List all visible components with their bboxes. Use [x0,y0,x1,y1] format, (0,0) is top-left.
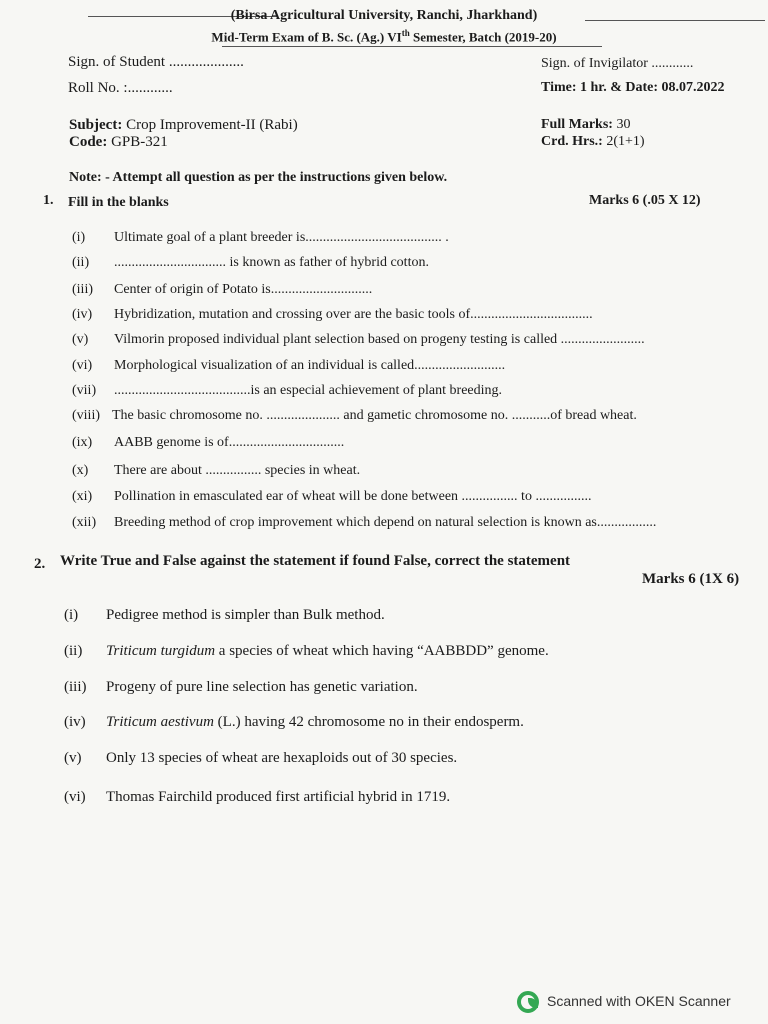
scanner-watermark [517,989,731,1013]
section-1-item-text: Center of origin of Potato is............................. [114,282,373,297]
section-2-item-number: (iv) [64,714,86,730]
header-rule-bottom [222,46,602,47]
statement-text: Thomas Fairchild produced first artificial hybrid in 1719. [106,789,451,805]
section-1-item-number: (v) [72,332,89,347]
section-2-item-number: (iii) [64,679,87,695]
section-1-item-text: Hybridization, mutation and crossing over are the basic tools of................................... [114,307,593,322]
section-1-marks: Marks 6 (.05 X 12) [589,193,701,208]
statement-text: Only 13 species of wheat are hexaploids out of 30 species. [106,750,458,766]
full-marks-label: Full Marks: [541,117,613,132]
section-1-item-number: (x) [72,463,89,478]
statement-text: Progeny of pure line selection has genetic variation. [106,679,418,695]
sign-of-invigilator: Sign. of Invigilator ............ [541,56,694,71]
section-1-number: 1. [43,193,54,208]
full-marks [541,117,630,133]
scanner-text: Scanned with OKEN Scanner [547,993,731,1009]
section-2-item-number: (ii) [64,643,83,659]
code-value: GPB-321 [107,134,168,150]
subject-value: Crop Improvement-II (Rabi) [122,117,298,133]
section-1-item-text: Vilmorin proposed individual plant selection based on progeny testing is called ........................ [114,332,645,347]
statement-text: (L.) having 42 chromosome no in their endosperm. [213,714,524,730]
section-2-item-text [106,607,385,624]
section-2-item-number: (vi) [64,789,86,805]
section-2-title: Write True and False against the statement if found False, correct the statement [60,553,571,569]
section-1-item-text: There are about ................ species in wheat. [114,463,361,478]
section-1-item-text: ................................ is known as father of hybrid cotton. [114,255,429,270]
section-2-item-text [106,679,418,696]
credit-hours-label: Crd. Hrs.: [541,134,603,149]
section-2-number: 2. [34,556,46,572]
section-1-item-text: Breeding method of crop improvement which depend on natural selection is known as................. [114,515,657,530]
exam-title-suffix: Semester, Batch (2019-20) [409,29,557,45]
section-1-item-text: .......................................is an especial achievement of plant breeding. [114,383,503,398]
roll-number: Roll No. :............ [68,80,173,96]
code-label: Code: [69,134,108,150]
exam-title-sup: th [401,28,410,38]
credit-hours [541,134,645,150]
university-name: (Birsa Agricultural University, Ranchi, Jharkhand) [230,8,538,23]
species-name: Triticum turgidum [106,643,216,659]
section-1-item-text: AABB genome is of................................. [114,435,345,450]
section-1-item-text: Pollination in emasculated ear of wheat will be done between ................ to ................ [114,489,592,504]
section-1-item-number: (iv) [72,307,93,322]
section-1-item-number: (xii) [72,515,97,530]
section-1-item-number: (viii) [72,408,100,423]
section-2-item-text [106,789,450,806]
time-and-date: Time: 1 hr. & Date: 08.07.2022 [541,80,725,95]
statement-text: a species of wheat which having “AABBDD” genome. [215,643,549,659]
section-2-item-text [106,714,524,731]
section-1-item-number: (vii) [72,383,97,398]
subject-label: Subject: [69,117,123,133]
exam-title-prefix: Mid-Term Exam of B. Sc. (Ag.) VI [211,29,402,45]
full-marks-value: 30 [612,117,631,132]
note-instruction: Note: - Attempt all question as per the instructions given below. [69,170,448,185]
section-2-item-text [106,643,549,660]
section-1-item-number: (xi) [72,489,93,504]
section-1-item-text: The basic chromosome no. ..................... and gametic chromosome no. ...........of bread wheat. [112,408,637,423]
statement-text: Pedigree method is simpler than Bulk method. [106,607,385,623]
exam-title [0,28,768,45]
oken-scanner-logo-icon [517,990,539,1012]
section-2-item-number: (v) [64,750,82,766]
subject [69,117,298,134]
credit-hours-value: 2(1+1) [602,134,645,149]
section-1-item-text: Morphological visualization of an individual is called.......................... [114,358,506,373]
section-1-item-number: (i) [72,230,86,245]
section-1-item-number: (iii) [72,282,93,297]
course-code [69,134,168,151]
section-1-item-number: (vi) [72,358,93,373]
section-1-title: Fill in the blanks [68,195,169,210]
sign-of-student: Sign. of Student .................... [68,54,244,70]
section-1-item-text: Ultimate goal of a plant breeder is....................................... . [114,230,449,245]
species-name: Triticum aestivum [106,714,214,730]
section-2-item-text [106,750,457,767]
section-1-item-number: (ix) [72,435,93,450]
section-2-item-number: (i) [64,607,79,623]
section-2-marks: Marks 6 (1X 6) [642,571,740,587]
section-1-item-number: (ii) [72,255,90,270]
header-rule-right [585,20,765,21]
